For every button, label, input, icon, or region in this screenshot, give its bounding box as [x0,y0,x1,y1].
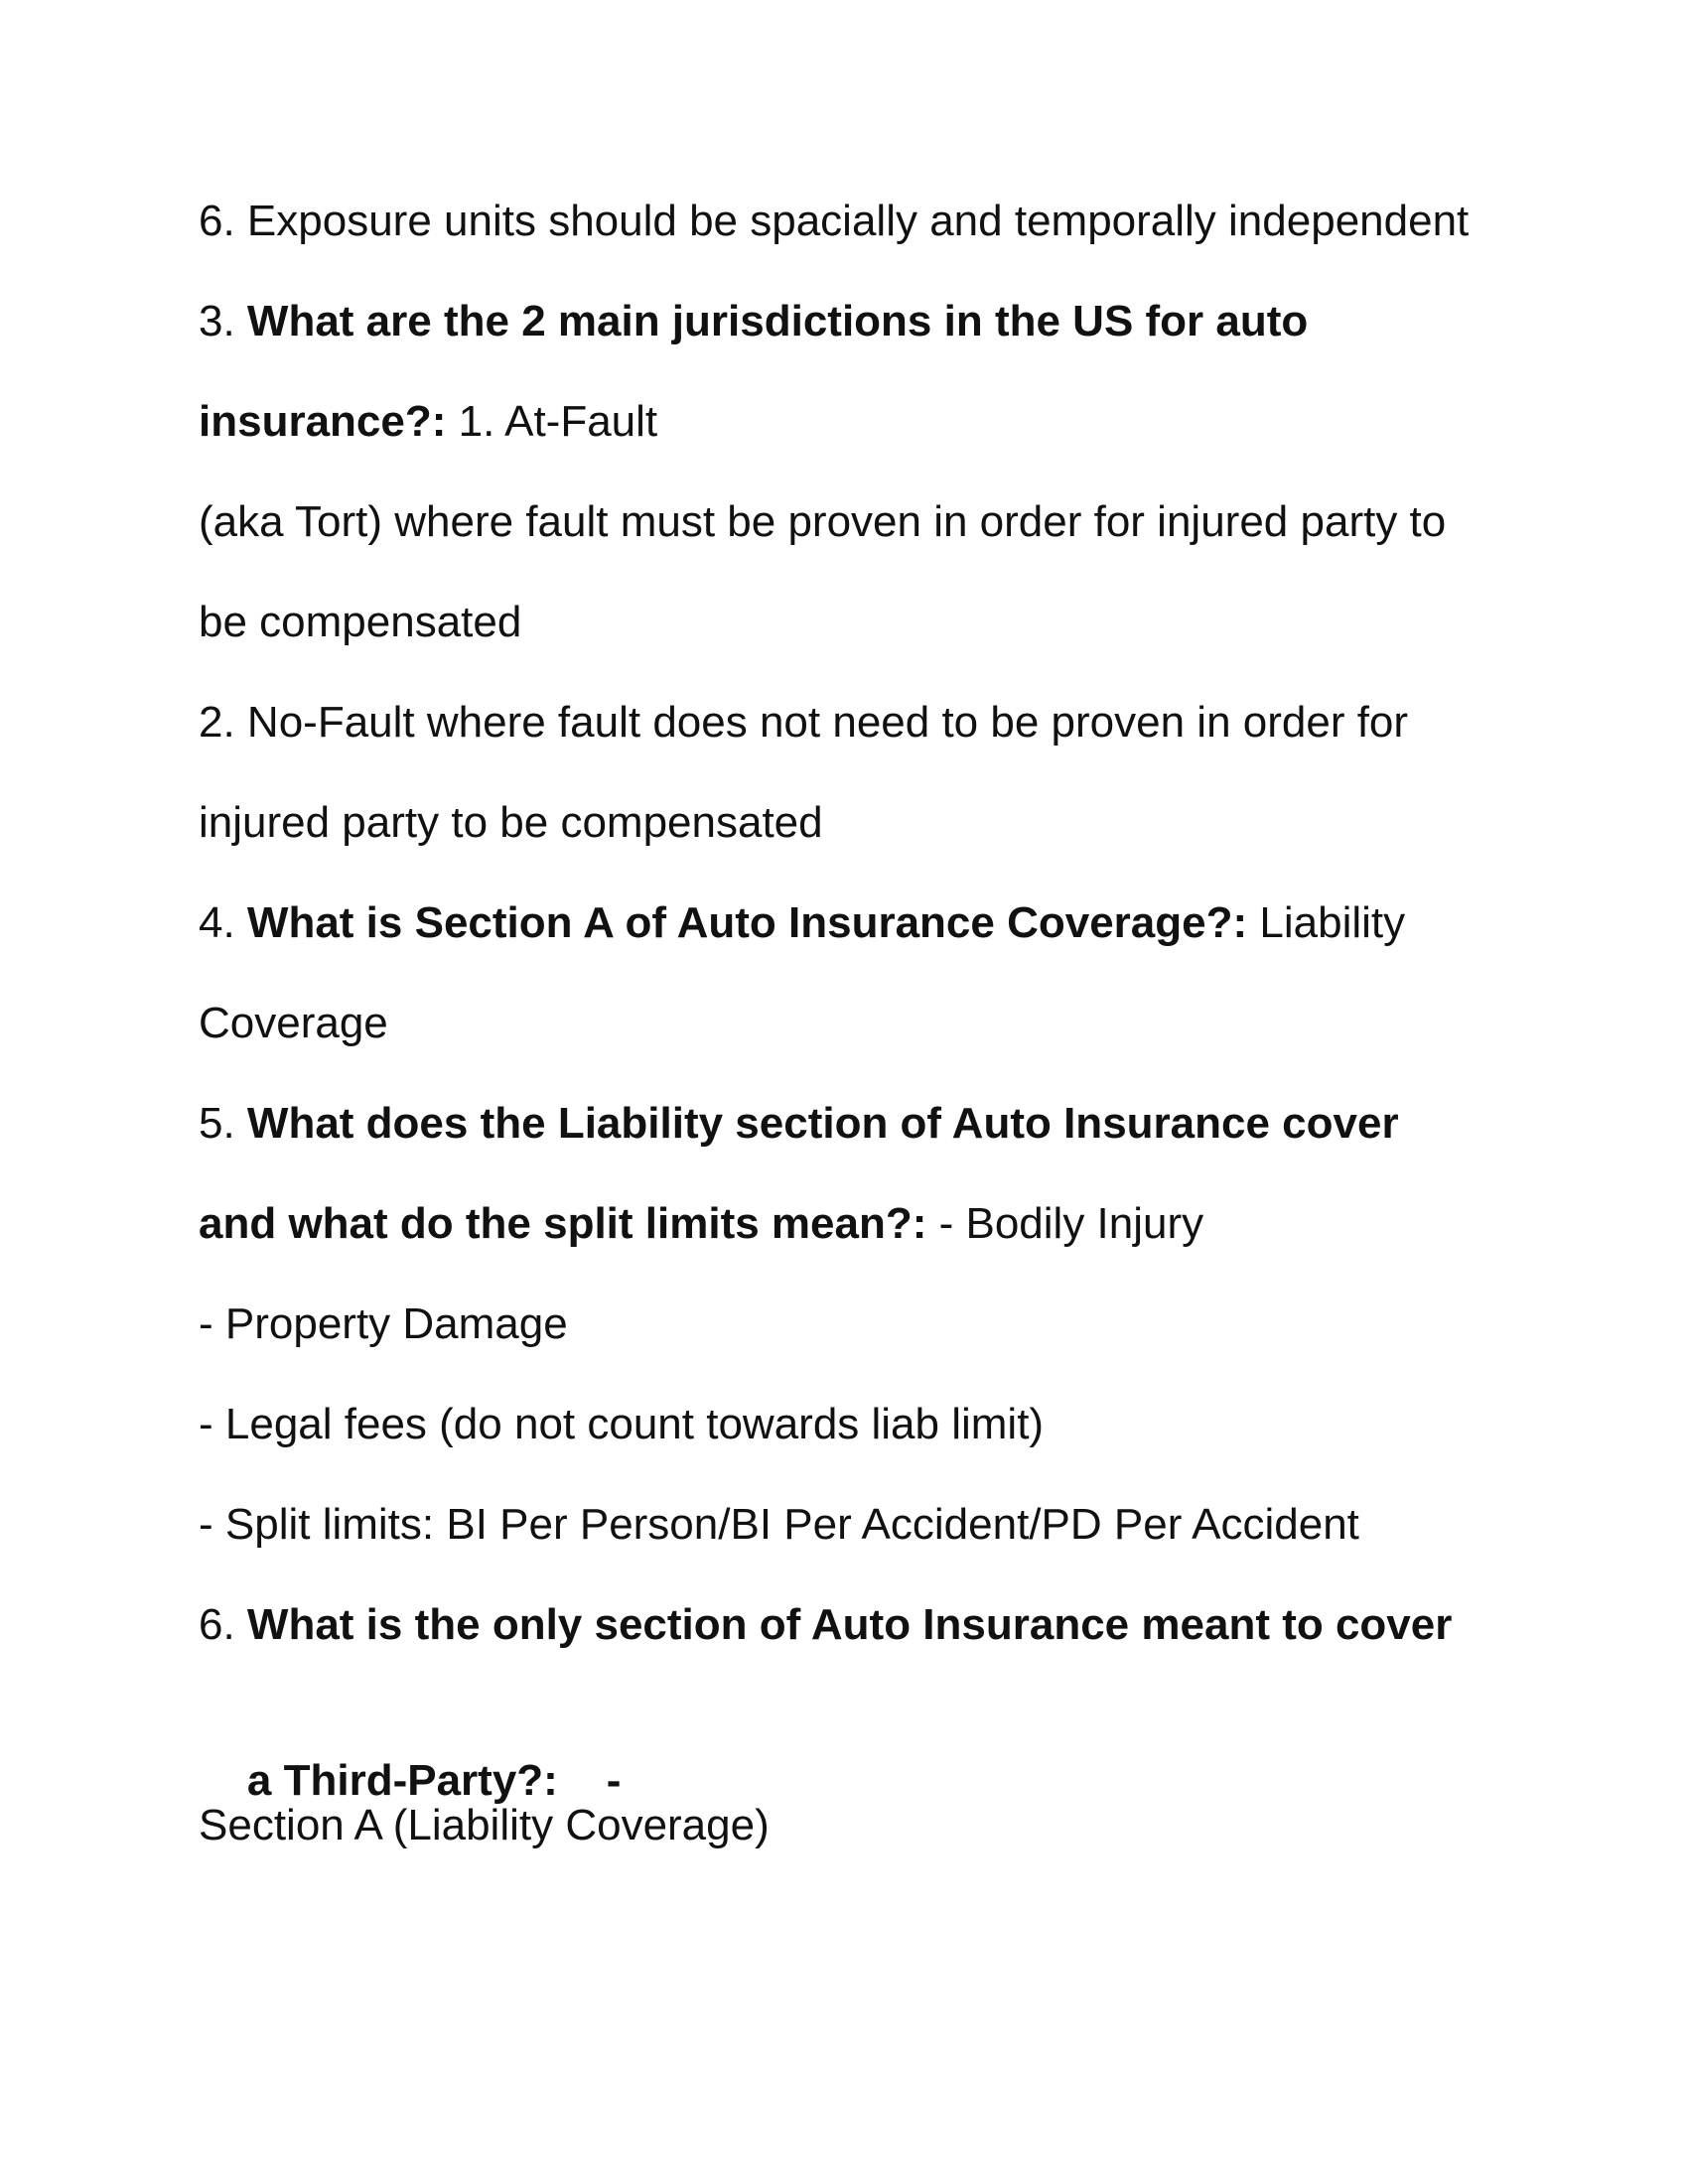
answer-5-line-2 [199,1397,1489,1452]
question-number: 4. [199,898,247,947]
question-6-line-1 [199,1597,1489,1653]
question-text: and what do the split limits mean?: [199,1199,927,1248]
line-text: 6. Exposure units should be spacially and temporally independent [199,197,1470,245]
answer-text: - Bodily Injury [926,1199,1204,1248]
text-line-exposure-units [199,194,1489,249]
question-text: What is the only section of Auto Insurance meant to cover [246,1600,1453,1649]
question-text: What is Section A of Auto Insurance Coverage?: [246,898,1248,947]
question-text: a Third-Party?: - [246,1756,622,1805]
answer-text: Section A (Liability Coverage) [199,1801,770,1849]
answer-5-line-3 [199,1497,1489,1553]
question-4-line-1 [199,895,1489,951]
question-3-line-1 [199,294,1489,349]
answer-3-line-3 [199,695,1489,751]
answer-text: (aka Tort) where fault must be proven in order for injured party to [199,497,1447,546]
question-text: insurance?: [199,397,447,446]
answer-text: Coverage [199,999,388,1047]
answer-text: Liability [1247,898,1406,947]
answer-text: injured party to be compensated [199,798,823,847]
answer-4-line-1 [199,996,1489,1051]
question-text: What are the 2 main jurisdictions in the US for auto [246,297,1309,345]
answer-3-line-4 [199,795,1489,851]
question-5-line-1 [199,1096,1489,1152]
question-5-line-2 [199,1196,1489,1252]
answer-5-line-1 [199,1297,1489,1352]
question-number: 6. [199,1600,247,1649]
answer-6-line-1 [199,1798,1489,1853]
answer-text: - Property Damage [199,1299,568,1348]
answer-text: be compensated [199,598,522,646]
answer-3-line-2 [199,595,1489,650]
answer-3-line-1 [199,494,1489,550]
question-3-line-2 [199,394,1489,450]
answer-text: - Split limits: BI Per Person/BI Per Accident/PD Per Accident [199,1500,1359,1549]
question-text: What does the Liability section of Auto Insurance cover [246,1099,1399,1148]
question-number: 3. [199,297,247,345]
answer-text: 1. At-Fault [446,397,658,446]
answer-text: 2. No-Fault where fault does not need to be proven in order for [199,698,1409,747]
answer-text: - Legal fees (do not count towards liab limit) [199,1400,1045,1448]
question-number: 5. [199,1099,247,1148]
